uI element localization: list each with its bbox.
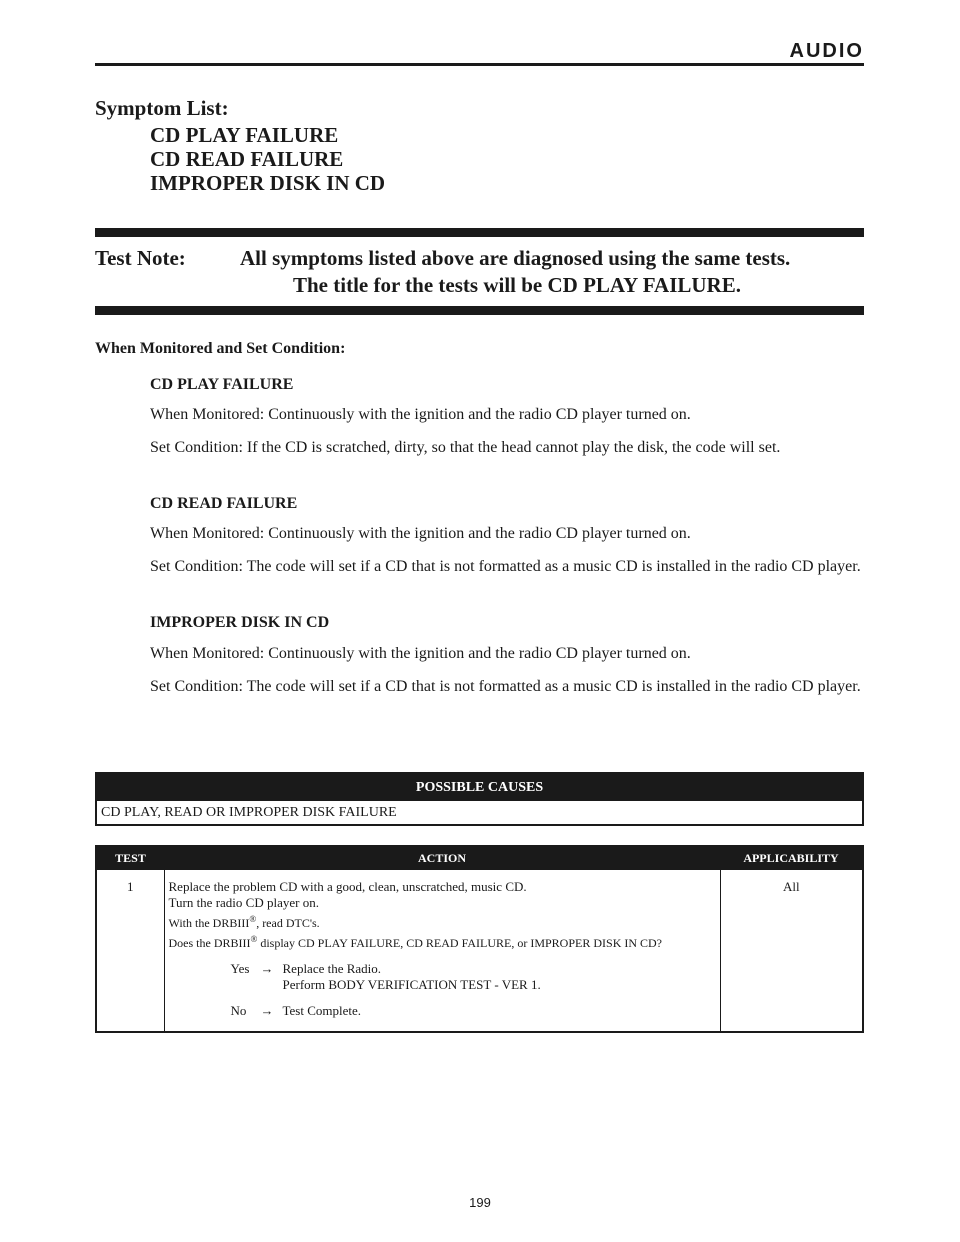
when-monitored-text: When Monitored: Continuously with the ignition and the radio CD player turned on.	[150, 406, 691, 423]
possible-causes-table	[95, 772, 864, 826]
condition-title: IMPROPER DISK IN CD	[150, 614, 330, 631]
applicability-cell: All	[782, 879, 800, 894]
result-line: Replace the Radio.	[282, 961, 382, 976]
table-row	[96, 801, 863, 825]
test-note-label: Test Note:	[95, 246, 186, 270]
symptom-item: CD READ FAILURE	[150, 147, 344, 171]
action-text: display CD PLAY FAILURE, CD READ FAILURE, or IMPROPER DISK IN CD?	[257, 936, 663, 950]
section-divider	[95, 306, 864, 315]
set-condition-text: Set Condition: If the CD is scratched, dirty, so that the head cannot play the disk, the code will set.	[150, 439, 781, 456]
answer-yes	[169, 961, 716, 993]
arrow-right-icon: →	[260, 961, 274, 976]
test-number: 1	[96, 870, 164, 1032]
registered-mark: ®	[250, 934, 258, 944]
set-condition-text: Set Condition: The code will set if a CD that is not formatted as a music CD is installed in the radio CD player.	[150, 558, 861, 575]
result-line: Perform BODY VERIFICATION TEST - VER 1.	[282, 977, 541, 992]
answer-result	[283, 961, 716, 993]
section-title: AUDIO	[789, 40, 864, 62]
test-table	[95, 845, 864, 1033]
action-step: Turn the radio CD player on.	[168, 895, 319, 910]
section-divider	[95, 228, 864, 237]
action-cell	[164, 870, 720, 1032]
table-row	[96, 870, 863, 1032]
set-condition-text: Set Condition: The code will set if a CD that is not formatted as a music CD is installed in the radio CD player.	[150, 678, 861, 695]
cause-cell: CD PLAY, READ OR IMPROPER DISK FAILURE	[101, 804, 397, 820]
action-step	[169, 911, 716, 931]
header-rule	[95, 63, 864, 66]
answer-result	[283, 1003, 716, 1019]
registered-mark: ®	[249, 914, 257, 924]
when-monitored-text: When Monitored: Continuously with the ignition and the radio CD player turned on.	[150, 525, 691, 542]
condition-title: CD PLAY FAILURE	[150, 376, 294, 393]
test-note-text: All symptoms listed above are diagnosed using the same tests.	[240, 246, 791, 270]
action-step: Replace the problem CD with a good, clean, unscratched, music CD.	[168, 879, 527, 894]
condition-title: CD READ FAILURE	[150, 495, 298, 512]
action-question	[169, 931, 716, 951]
test-note-text: The title for the tests will be CD PLAY FAILURE.	[293, 273, 741, 297]
answer-label: Yes	[230, 961, 250, 976]
symptom-list-heading: Symptom List:	[95, 96, 229, 120]
possible-causes-header: POSSIBLE CAUSES	[96, 773, 863, 801]
result-line: Test Complete.	[282, 1003, 362, 1018]
symptom-item: CD PLAY FAILURE	[150, 123, 339, 147]
page-number: 199	[469, 1195, 491, 1210]
answer-label: No	[230, 1003, 247, 1018]
symptom-list	[150, 123, 385, 195]
test-column-header: TEST	[96, 846, 164, 870]
symptom-item: IMPROPER DISK IN CD	[150, 171, 386, 195]
applicability-column-header: APPLICABILITY	[720, 846, 863, 870]
action-text: , read DTC's.	[256, 916, 320, 930]
arrow-right-icon: →	[260, 1003, 274, 1018]
action-text: Does the DRBIII	[168, 936, 251, 950]
action-text: With the DRBIII	[168, 916, 250, 930]
answer-no	[169, 1003, 716, 1019]
when-monitored-text: When Monitored: Continuously with the ignition and the radio CD player turned on.	[150, 645, 691, 662]
monitoring-heading: When Monitored and Set Condition:	[95, 340, 346, 357]
action-column-header: ACTION	[164, 846, 720, 870]
